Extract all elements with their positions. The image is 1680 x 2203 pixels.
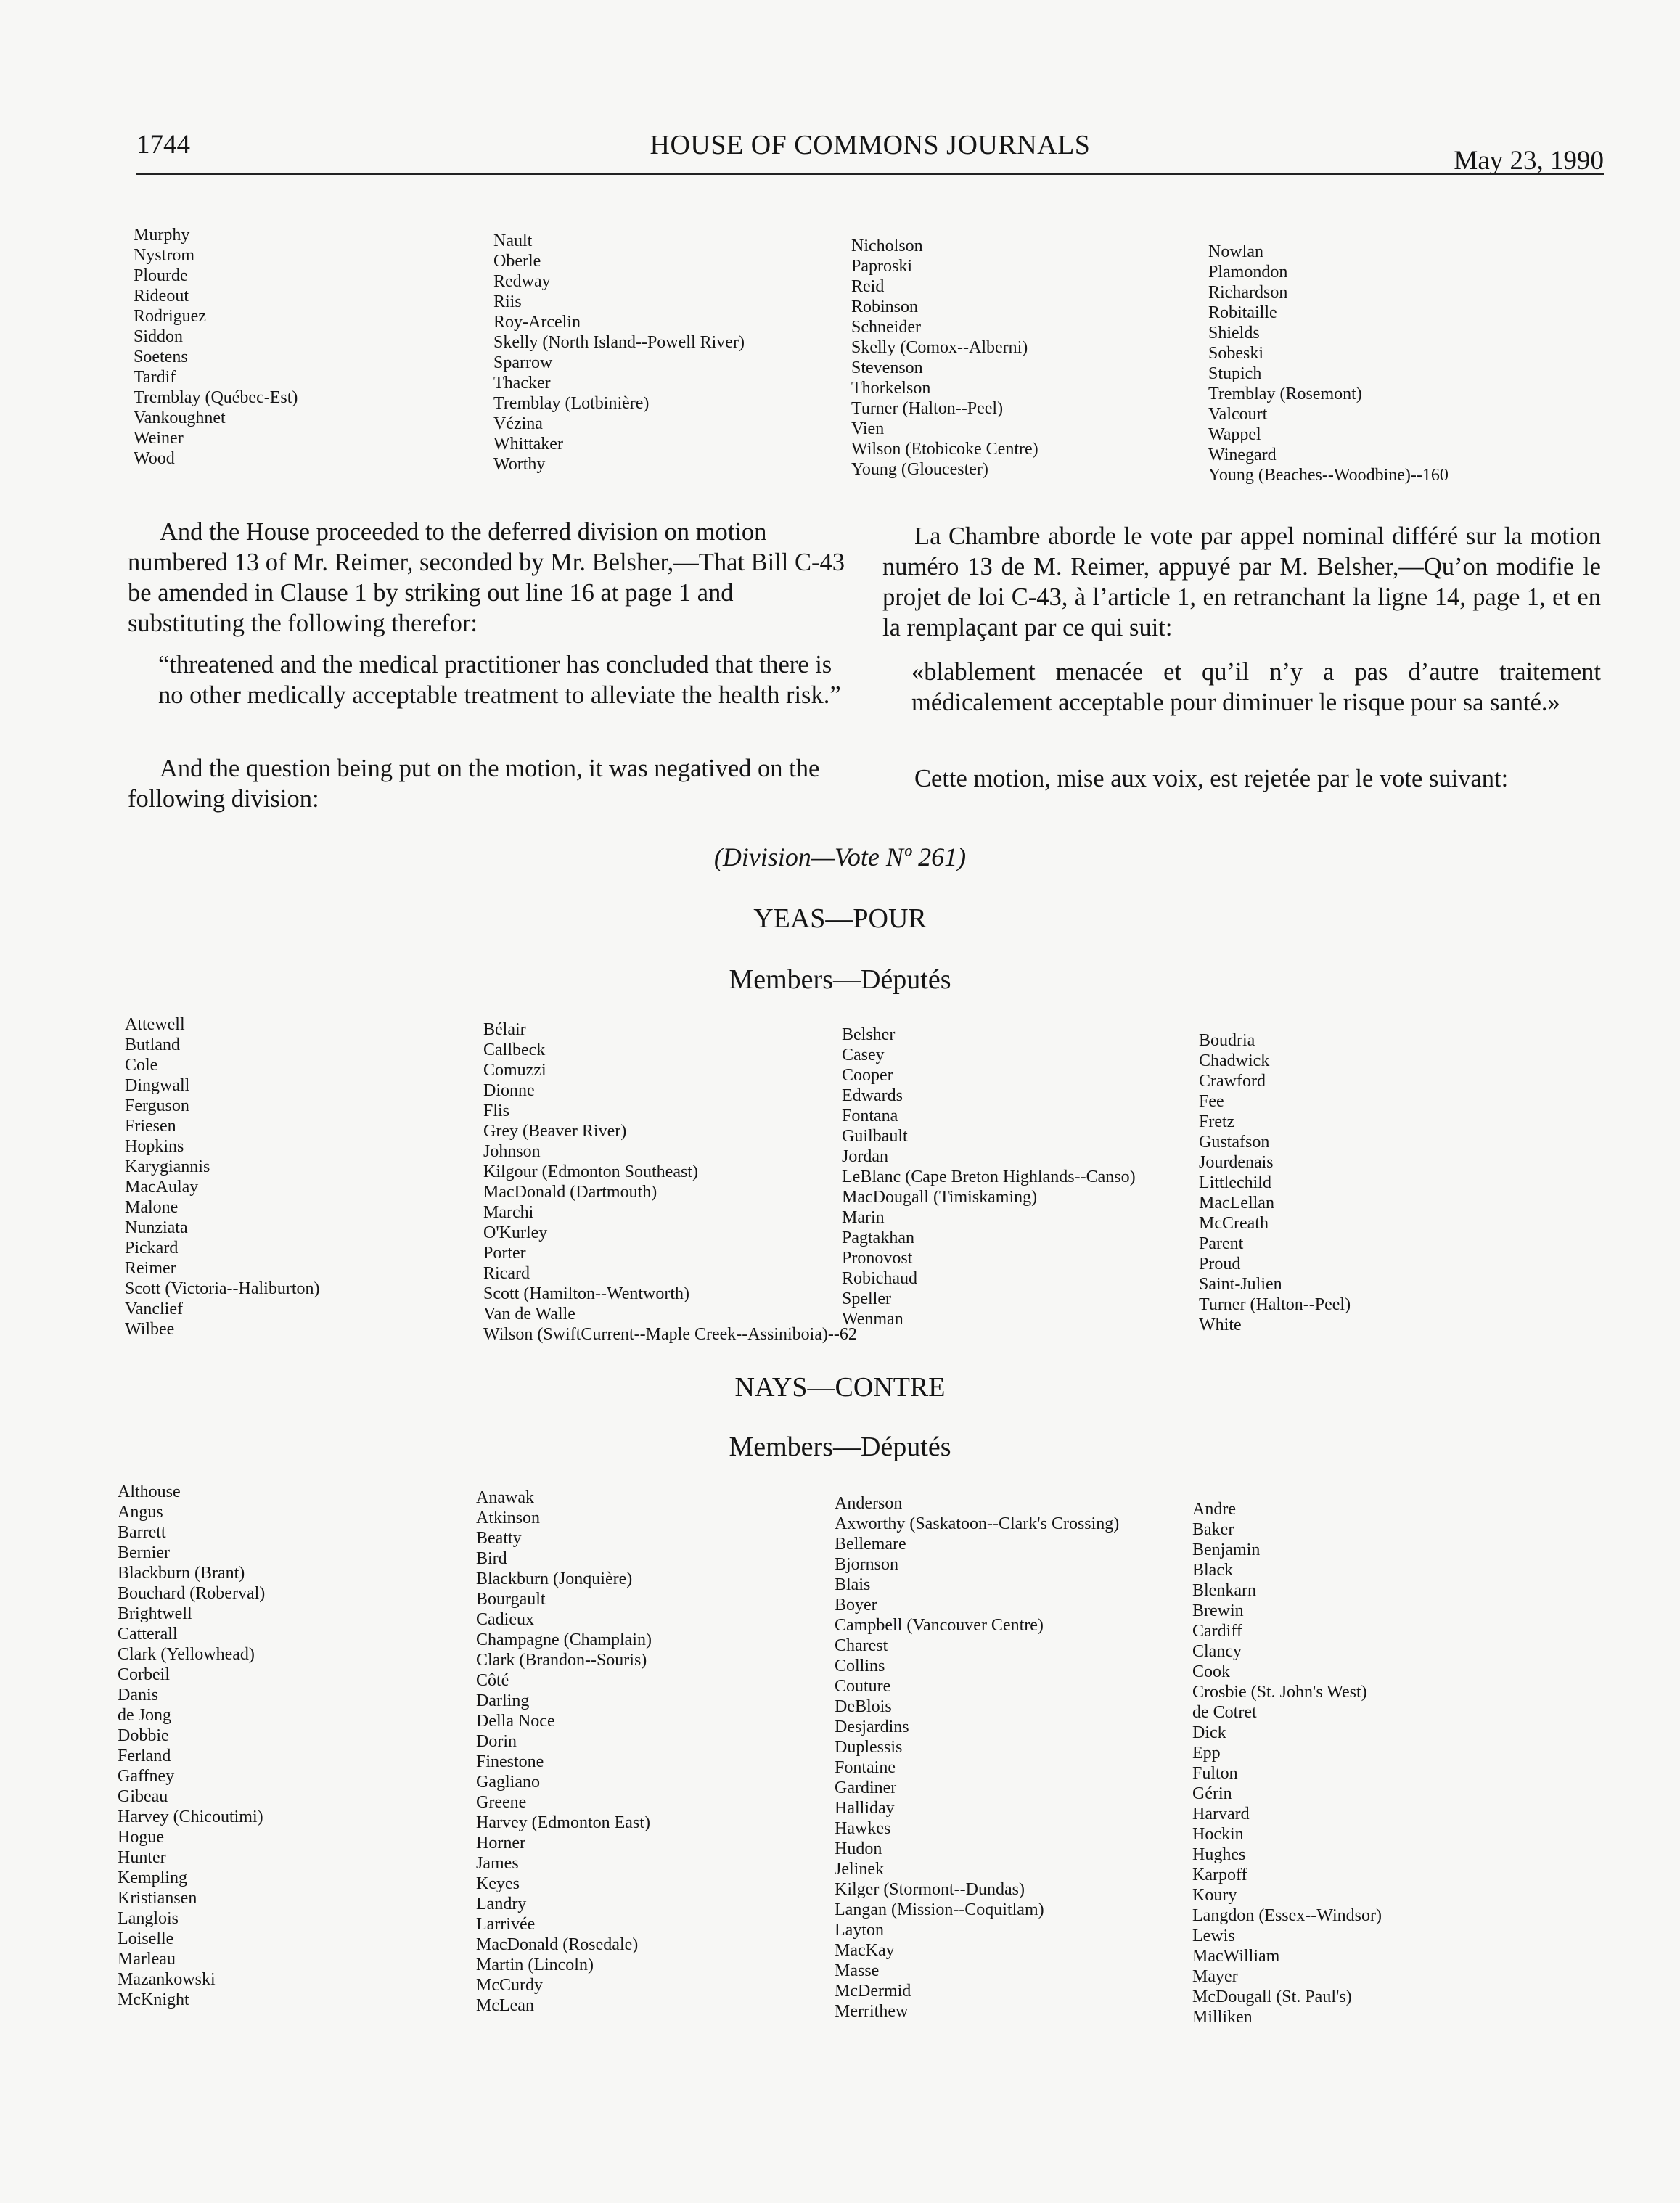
member-name: Cook [1192, 1662, 1231, 1681]
member-name: Attewell [125, 1015, 185, 1034]
member-name: Marin [842, 1208, 885, 1227]
member-name: Reimer [125, 1259, 176, 1278]
member-name: Hawkes [835, 1819, 891, 1838]
member-name: Catterall [118, 1625, 178, 1644]
member-name: White [1199, 1316, 1242, 1334]
member-name: Koury [1192, 1886, 1237, 1905]
member-name: Shields [1208, 324, 1260, 342]
member-name: MacDougall (Timiskaming) [842, 1188, 1038, 1207]
member-name: Wappel [1208, 425, 1261, 444]
member-name: Blenkarn [1192, 1581, 1256, 1600]
member-name: Reid [851, 277, 885, 296]
member-name: Speller [842, 1289, 891, 1308]
member-name: Sobeski [1208, 344, 1264, 363]
member-name: de Jong [118, 1706, 171, 1725]
member-name: Dick [1192, 1723, 1226, 1742]
member-name: Siddon [134, 327, 184, 346]
member-name: Saint-Julien [1199, 1275, 1282, 1294]
member-name: Sparrow [493, 353, 553, 372]
member-name: Ferguson [125, 1096, 189, 1115]
member-name: MacLellan [1199, 1194, 1274, 1213]
member-name: Beatty [476, 1529, 522, 1548]
member-name: Riis [493, 292, 522, 311]
member-name: Oberle [493, 252, 541, 271]
member-name: Vien [851, 419, 885, 438]
member-name: Hockin [1192, 1825, 1244, 1844]
member-name: Young (Gloucester) [851, 460, 988, 479]
member-name: Butland [125, 1035, 180, 1054]
member-name: Gardiner [835, 1779, 897, 1797]
member-name: Blackburn (Jonquière) [476, 1570, 633, 1588]
member-name: Desjardins [835, 1718, 909, 1736]
member-name: Dobbie [118, 1726, 169, 1745]
member-name: Stevenson [851, 358, 923, 377]
member-name: Kilgour (Edmonton Southeast) [483, 1162, 698, 1181]
member-name: Porter [483, 1244, 526, 1263]
member-name: Masse [835, 1961, 880, 1980]
nays-heading: NAYS—CONTRE [734, 1372, 946, 1403]
member-name: Clancy [1192, 1642, 1242, 1661]
member-name: Worthy [493, 455, 546, 474]
member-name: Robinson [851, 298, 919, 316]
member-name: Flis [483, 1102, 510, 1120]
member-name: Murphy [134, 226, 190, 245]
member-name: Cooper [842, 1066, 893, 1085]
member-name: Della Noce [476, 1712, 555, 1731]
member-name: Côté [476, 1671, 509, 1690]
member-name: DeBlois [835, 1697, 892, 1716]
division-number: (Division—Vote Nº 261) [713, 842, 967, 871]
member-name: Halliday [835, 1799, 895, 1818]
member-name: Thacker [493, 374, 551, 393]
member-name: Wood [134, 449, 175, 468]
member-name: Proud [1199, 1255, 1241, 1273]
member-name: Campbell (Vancouver Centre) [835, 1616, 1044, 1635]
member-name: Tremblay (Québec-Est) [134, 388, 298, 407]
member-name: Winegard [1208, 446, 1277, 464]
member-name: Marleau [118, 1950, 176, 1969]
member-name: Fulton [1192, 1764, 1238, 1783]
member-name: Mayer [1192, 1967, 1238, 1986]
member-name: Scott (Hamilton--Wentworth) [483, 1284, 690, 1303]
header-rule [136, 173, 1604, 175]
member-name: MacDonald (Rosedale) [476, 1935, 639, 1954]
member-name: Langdon (Essex--Windsor) [1192, 1906, 1382, 1925]
member-name: Cardiff [1192, 1622, 1242, 1641]
member-name: McCreath [1199, 1214, 1269, 1233]
member-name: Redway [493, 272, 551, 291]
member-name: Turner (Halton--Peel) [851, 399, 1004, 418]
member-name: Guilbault [842, 1127, 908, 1146]
member-name: Scott (Victoria--Haliburton) [125, 1279, 320, 1298]
member-name: Bird [476, 1549, 507, 1568]
member-name: Corbeil [118, 1665, 170, 1684]
member-name: Chadwick [1199, 1051, 1270, 1070]
member-name: Nystrom [134, 246, 194, 265]
member-name: Finestone [476, 1752, 544, 1771]
member-name: Plourde [134, 266, 188, 285]
member-name: Schneider [851, 318, 921, 337]
member-name: Fretz [1199, 1112, 1235, 1131]
member-name: Robichaud [842, 1269, 917, 1288]
member-name: Epp [1192, 1744, 1221, 1763]
member-name: James [476, 1854, 519, 1873]
member-name: Lewis [1192, 1927, 1235, 1945]
nays-subheading: Members—Députés [729, 1432, 951, 1462]
member-name: Crawford [1199, 1072, 1266, 1091]
member-name: McDougall (St. Paul's) [1192, 1987, 1352, 2006]
member-name: Danis [118, 1686, 158, 1704]
member-name: Wenman [842, 1310, 903, 1329]
member-name: Hudon [835, 1839, 882, 1858]
member-name: Littlechild [1199, 1173, 1271, 1192]
member-name: Comuzzi [483, 1061, 546, 1080]
page-header [136, 129, 1604, 174]
member-name: Gaffney [118, 1767, 175, 1786]
member-name: Malone [125, 1198, 179, 1217]
member-name: Fontaine [835, 1758, 896, 1777]
nays-col-2 [476, 1488, 824, 2016]
member-name: Gérin [1192, 1784, 1232, 1803]
nays-col-4 [1192, 1499, 1541, 2027]
member-name: Martin (Lincoln) [476, 1956, 594, 1974]
member-name: Atkinson [476, 1509, 541, 1527]
member-name: Kristiansen [118, 1889, 197, 1908]
member-name: Hogue [118, 1828, 164, 1847]
top-list-col-4 [1208, 242, 1557, 485]
member-name: Gibeau [118, 1787, 168, 1806]
member-name: Jelinek [835, 1860, 884, 1879]
member-name: Axworthy (Saskatoon--Clark's Crossing) [835, 1514, 1120, 1533]
member-name: Blais [835, 1575, 871, 1594]
member-name: Ricard [483, 1264, 530, 1283]
member-name: Keyes [476, 1874, 520, 1893]
member-name: Bourgault [476, 1590, 546, 1609]
nays-col-1 [118, 1482, 466, 2010]
member-name: Hughes [1192, 1845, 1246, 1864]
member-name: Barrett [118, 1523, 166, 1542]
member-name: Rideout [134, 287, 189, 305]
member-name: Thorkelson [851, 379, 931, 398]
member-name: Johnson [483, 1142, 541, 1161]
member-name: Marchi [483, 1203, 534, 1222]
member-name: Merrithew [835, 2002, 909, 2021]
member-name: Dorin [476, 1732, 517, 1751]
member-name: McLean [476, 1996, 534, 2015]
member-name: Paproski [851, 257, 912, 276]
member-name: Cole [125, 1056, 158, 1075]
member-name: Darling [476, 1691, 530, 1710]
member-name: Edwards [842, 1086, 903, 1105]
member-name: LeBlanc (Cape Breton Highlands--Canso) [842, 1168, 1136, 1186]
member-name: Collins [835, 1657, 885, 1675]
member-name: Cadieux [476, 1610, 534, 1629]
member-name: Karygiannis [125, 1157, 210, 1176]
member-name: Harvey (Chicoutimi) [118, 1808, 263, 1826]
member-name: Milliken [1192, 2008, 1253, 2027]
member-name: Kilger (Stormont--Dundas) [835, 1880, 1025, 1899]
member-name: Bélair [483, 1020, 526, 1039]
member-name: Pagtakhan [842, 1228, 914, 1247]
member-name: Hopkins [125, 1137, 184, 1156]
member-name: Rodriguez [134, 307, 206, 326]
member-name: Charest [835, 1636, 888, 1655]
yeas-col-1 [125, 1014, 473, 1340]
member-name: Weiner [134, 429, 184, 448]
member-name: Bernier [118, 1543, 170, 1562]
member-name: O'Kurley [483, 1223, 548, 1242]
member-name: Friesen [125, 1117, 176, 1136]
member-name: Turner (Halton--Peel) [1199, 1295, 1351, 1314]
member-name: Skelly (Comox--Alberni) [851, 338, 1028, 357]
member-name: Larrivée [476, 1915, 536, 1934]
member-name: Langlois [118, 1909, 179, 1928]
member-name: Duplessis [835, 1738, 903, 1757]
member-name: Angus [118, 1503, 163, 1522]
member-name: Casey [842, 1046, 885, 1064]
member-name: McKnight [118, 1990, 189, 2009]
member-name: Benjamin [1192, 1541, 1261, 1559]
member-name: Pronovost [842, 1249, 913, 1268]
member-name: Vanclief [125, 1300, 183, 1318]
member-name: Gagliano [476, 1773, 540, 1792]
member-name: Fontana [842, 1107, 898, 1125]
member-name: Brewin [1192, 1601, 1244, 1620]
yeas-col-3 [842, 1025, 1190, 1329]
member-name: Mazankowski [118, 1970, 216, 1989]
french-quote: «blablement menacée et qu’il n’y a pas d’autre traitement médicalement acceptable pour diminuer le risque pour sa santé.» [911, 658, 1601, 716]
french-motion-paragraph: La Chambre aborde le vote par appel nominal différé sur la motion numéro 13 de M. Reimer, appuyé par M. Belsher,—Qu’on modifie le projet de loi C-43, à l’article 1, en retranchant la ligne 14, page 1, et en la remplaçant par ce qui suit: [882, 522, 1601, 641]
english-motion-paragraph: And the House proceeded to the deferred division on motion numbered 13 of Mr. Reimer, seconded by Mr. Belsher,—That Bill C-43 be amended in Clause 1 by striking out line 16 at page 1 and substituting the following therefor: [128, 518, 845, 637]
member-name: Greene [476, 1793, 527, 1812]
member-name: Soetens [134, 348, 188, 366]
member-name: Jourdenais [1199, 1153, 1274, 1172]
member-name: Van de Walle [483, 1305, 575, 1324]
yeas-col-4 [1199, 1030, 1547, 1335]
member-name: Callbeck [483, 1041, 546, 1059]
member-name: Skelly (North Island--Powell River) [493, 333, 745, 352]
member-name: Couture [835, 1677, 891, 1696]
member-name: Tremblay (Lotbinière) [493, 394, 650, 413]
member-name: MacDonald (Dartmouth) [483, 1183, 657, 1202]
member-name: Horner [476, 1834, 525, 1853]
journal-title: HOUSE OF COMMONS JOURNALS [650, 130, 1091, 160]
page-number: 1744 [136, 130, 190, 160]
member-name: Nault [493, 231, 533, 250]
member-name: Dionne [483, 1081, 535, 1100]
member-name: Nowlan [1208, 242, 1263, 261]
member-name: Althouse [118, 1482, 181, 1501]
yeas-subheading: Members—Députés [729, 964, 951, 995]
member-name: Clark (Brandon--Souris) [476, 1651, 647, 1670]
member-name: Hunter [118, 1848, 166, 1867]
member-name: Pickard [125, 1239, 179, 1258]
member-name: Vankoughnet [134, 409, 226, 427]
member-name: Whittaker [493, 435, 563, 454]
member-name: McDermid [835, 1982, 911, 2001]
yeas-col-2 [483, 1020, 857, 1345]
member-name: Harvey (Edmonton East) [476, 1813, 650, 1832]
member-name: Valcourt [1208, 405, 1268, 424]
member-name: Richardson [1208, 283, 1288, 302]
member-name: Wilson (SwiftCurrent--Maple Creek--Assiniboia)--62 [483, 1325, 857, 1344]
member-name: Bouchard (Roberval) [118, 1584, 266, 1603]
member-name: de Cotret [1192, 1703, 1257, 1722]
member-name: Crosbie (St. John's West) [1192, 1683, 1367, 1702]
member-name: Boudria [1199, 1031, 1255, 1050]
member-name: MacWilliam [1192, 1947, 1280, 1966]
member-name: Nunziata [125, 1218, 188, 1237]
member-name: McCurdy [476, 1976, 543, 1995]
member-name: Belsher [842, 1025, 896, 1044]
english-quote: “threatened and the medical practitioner has concluded that there is no other medically acceptable treatment to alleviate the health risk.” [158, 651, 841, 709]
member-name: Boyer [835, 1596, 877, 1615]
member-name: Gustafson [1199, 1133, 1270, 1152]
member-name: Clark (Yellowhead) [118, 1645, 255, 1664]
member-name: Brightwell [118, 1604, 192, 1623]
member-name: Roy-Arcelin [493, 313, 581, 332]
member-name: Wilson (Etobicoke Centre) [851, 440, 1038, 459]
nays-col-3 [835, 1493, 1183, 2022]
member-name: Langan (Mission--Coquitlam) [835, 1900, 1044, 1919]
member-name: Fee [1199, 1092, 1224, 1111]
member-name: Grey (Beaver River) [483, 1122, 627, 1141]
member-name: Andre [1192, 1500, 1236, 1519]
member-name: Bjornson [835, 1555, 899, 1574]
member-name: Anawak [476, 1488, 534, 1507]
member-name: Young (Beaches--Woodbine)--160 [1208, 466, 1449, 485]
member-name: Nicholson [851, 237, 923, 255]
member-name: Parent [1199, 1234, 1244, 1253]
member-name: Anderson [835, 1494, 903, 1513]
member-name: Jordan [842, 1147, 888, 1166]
member-name: Loiselle [118, 1929, 174, 1948]
french-question-paragraph: Cette motion, mise aux voix, est rejetée par le vote suivant: [914, 765, 1509, 792]
member-name: MacAulay [125, 1178, 199, 1197]
member-name: Robitaille [1208, 303, 1277, 322]
member-name: Bellemare [835, 1535, 906, 1554]
english-question-paragraph: And the question being put on the motion, it was negatived on the following division: [128, 755, 820, 813]
member-name: Tremblay (Rosemont) [1208, 385, 1362, 403]
member-name: Tardif [134, 368, 176, 387]
member-name: Kempling [118, 1868, 187, 1887]
page-date: May 23, 1990 [1454, 146, 1604, 176]
member-name: Plamondon [1208, 263, 1288, 282]
top-list-col-1 [134, 225, 482, 469]
member-name: Blackburn (Brant) [118, 1564, 245, 1583]
member-name: MacKay [835, 1941, 895, 1960]
member-name: Harvard [1192, 1805, 1250, 1823]
member-name: Vézina [493, 414, 543, 433]
member-name: Ferland [118, 1747, 171, 1765]
member-name: Landry [476, 1895, 527, 1913]
member-name: Karpoff [1192, 1866, 1247, 1884]
member-name: Black [1192, 1561, 1233, 1580]
yeas-heading: YEAS—POUR [753, 903, 927, 934]
top-list-col-2 [493, 231, 842, 475]
member-name: Wilbee [125, 1320, 175, 1339]
top-list-col-3 [851, 236, 1200, 480]
member-name: Champagne (Champlain) [476, 1630, 652, 1649]
member-name: Stupich [1208, 364, 1262, 383]
member-name: Dingwall [125, 1076, 190, 1095]
member-name: Layton [835, 1921, 884, 1940]
member-name: Baker [1192, 1520, 1234, 1539]
